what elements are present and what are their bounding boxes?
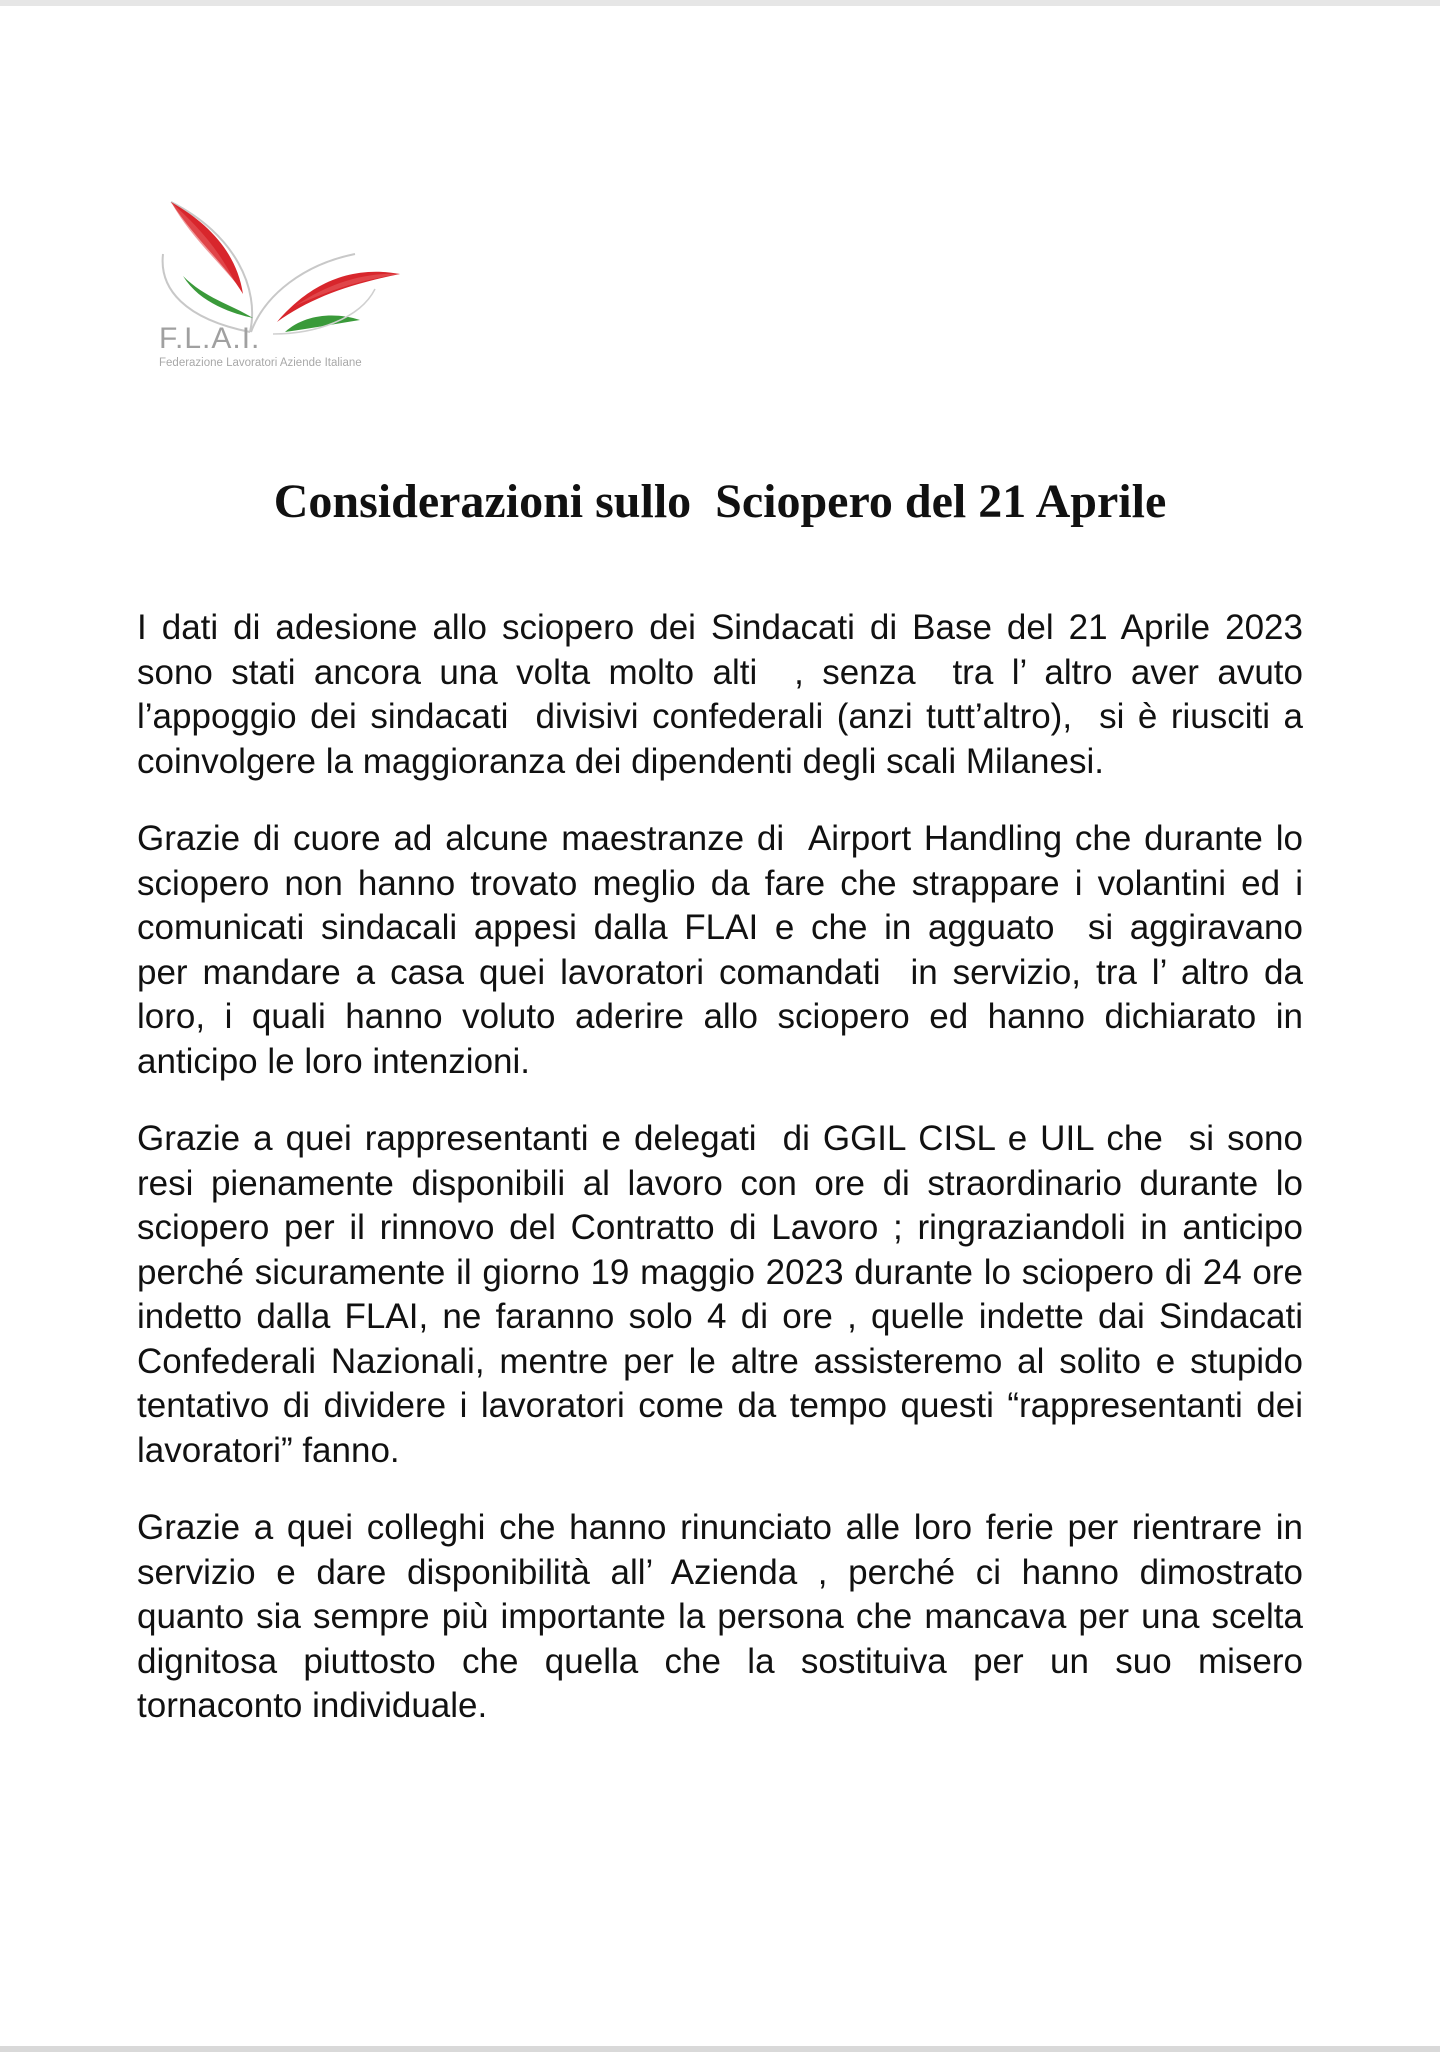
logo-name: F.L.A.I.: [159, 322, 261, 355]
page-title: Considerazioni sullo Sciopero del 21 Aprile: [273, 475, 1167, 528]
logo-subtitle: Federazione Lavoratori Aziende Italiane: [159, 357, 362, 369]
paragraph: I dati di adesione allo sciopero dei Sindacati di Base del 21 Aprile 2023 sono stati ancora una volta molto alti , senza tra l’ altro aver avuto l’appoggio dei sindacati divisivi confederali (anzi tutt’altro), si è riusciti a coinvolgere la maggioranza dei dipendenti degli scali Milanesi.: [137, 608, 1333, 781]
paragraph: Grazie a quei rappresentanti e delegati di GGIL CISL e UIL che si sono resi pienamente disponibili al lavoro con ore di straordinario durante lo sciopero per il rinnovo del Contratto di Lavoro ; ringraziandoli in anticipo perché sicuramente il giorno 19 maggio 2023 durante lo sciopero di 24 ore indetto dalla FLAI, ne faranno solo 4 di ore , quelle indette dai Sindacati Confederali Nazionali, mentre per le altre assisteremo al solito e stupido tentativo di dividere i lavoratori come da tempo questi “rappresentanti dei lavoratori” fanno.: [137, 1119, 1313, 1470]
flai-logo: [155, 194, 405, 379]
document-body: [137, 606, 1333, 1762]
paragraph: Grazie a quei colleghi che hanno rinunciato alle loro ferie per rientrare in servizio e dare disponibilità all’ Azienda , perché ci hanno dimostrato quanto sia sempre più importante la persona che mancava per una scelta dignitosa piuttosto che quella che la sostituiva per un suo misero tornaconto individuale.: [137, 1508, 1313, 1725]
paragraph: Grazie di cuore ad alcune maestranze di Airport Handling che durante lo sciopero non hanno trovato meglio da fare che strappare i volantini ed i comunicati sindacali appesi dalla FLAI e che in agguato si aggiravano per mandare a casa quei lavoratori comandati in servizio, tra l’ altro da loro, i quali hanno voluto aderire allo sciopero ed hanno dichiarato in anticipo le loro intenzioni.: [137, 819, 1333, 1081]
